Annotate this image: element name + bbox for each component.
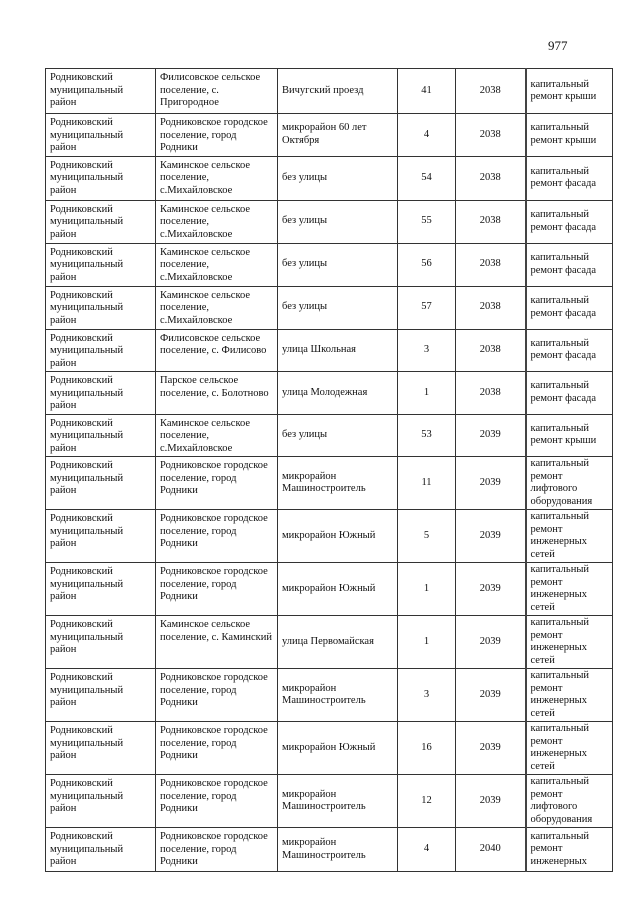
settlement-cell: Родниковское городское поселение, город Родники [156, 828, 278, 872]
street-cell: без улицы [278, 286, 398, 329]
house-number-cell: 16 [398, 722, 456, 775]
house-number-cell: 11 [398, 457, 456, 510]
year-cell: 2038 [456, 329, 526, 372]
district-cell: Родниковский муниципальный район [46, 372, 156, 415]
settlement-cell: Родниковское городское поселение, город Родники [156, 722, 278, 775]
house-number-cell: 3 [398, 669, 456, 722]
settlement-cell: Родниковское городское поселение, город Родники [156, 114, 278, 157]
table-row [46, 372, 613, 415]
house-number-cell: 4 [398, 828, 456, 872]
year-cell: 2039 [456, 457, 526, 510]
year-cell: 2038 [456, 69, 526, 114]
settlement-cell: Родниковское городское поселение, город Родники [156, 775, 278, 828]
settlement-cell: Родниковское городское поселение, город Родники [156, 510, 278, 563]
table-row [46, 414, 613, 457]
street-cell: микрорайон Южный [278, 510, 398, 563]
settlement-cell: Каминское сельское поселение, с.Михайловское [156, 243, 278, 286]
table-row [46, 286, 613, 329]
settlement-cell: Родниковское городское поселение, город Родники [156, 669, 278, 722]
street-cell: микрорайон Южный [278, 722, 398, 775]
district-cell: Родниковский муниципальный район [46, 457, 156, 510]
table-row [46, 563, 613, 616]
street-cell: улица Школьная [278, 329, 398, 372]
year-cell: 2040 [456, 828, 526, 872]
year-cell: 2038 [456, 243, 526, 286]
street-cell: микрорайон Машиностроитель [278, 828, 398, 872]
work-type-cell: капитальный ремонт крыши [526, 414, 613, 457]
work-type-cell: капитальный ремонт инженерных [526, 828, 613, 872]
work-type-cell: капитальный ремонт инженерных сетей [526, 722, 613, 775]
year-cell: 2039 [456, 722, 526, 775]
house-number-cell: 55 [398, 200, 456, 243]
street-cell: улица Первомайская [278, 616, 398, 669]
district-cell: Родниковский муниципальный район [46, 722, 156, 775]
district-cell: Родниковский муниципальный район [46, 616, 156, 669]
year-cell: 2039 [456, 563, 526, 616]
street-cell: микрорайон Машиностроитель [278, 775, 398, 828]
district-cell: Родниковский муниципальный район [46, 243, 156, 286]
work-type-cell: капитальный ремонт инженерных сетей [526, 510, 613, 563]
table-row [46, 669, 613, 722]
street-cell: без улицы [278, 414, 398, 457]
street-cell: микрорайон Машиностроитель [278, 457, 398, 510]
street-cell: без улицы [278, 243, 398, 286]
work-type-cell: капитальный ремонт фасада [526, 286, 613, 329]
work-type-cell: капитальный ремонт крыши [526, 114, 613, 157]
street-cell: Вичугский проезд [278, 69, 398, 114]
street-cell: микрорайон Машиностроитель [278, 669, 398, 722]
district-cell: Родниковский муниципальный район [46, 775, 156, 828]
district-cell: Родниковский муниципальный район [46, 286, 156, 329]
work-type-cell: капитальный ремонт фасада [526, 372, 613, 415]
settlement-cell: Каминское сельское поселение, с.Михайловское [156, 414, 278, 457]
work-type-cell: капитальный ремонт фасада [526, 329, 613, 372]
house-number-cell: 1 [398, 563, 456, 616]
table-row [46, 775, 613, 828]
house-number-cell: 5 [398, 510, 456, 563]
settlement-cell: Родниковское городское поселение, город Родники [156, 457, 278, 510]
district-cell: Родниковский муниципальный район [46, 669, 156, 722]
house-number-cell: 53 [398, 414, 456, 457]
page-number: 977 [548, 38, 568, 53]
year-cell: 2038 [456, 286, 526, 329]
district-cell: Родниковский муниципальный район [46, 156, 156, 200]
house-number-cell: 1 [398, 372, 456, 415]
district-cell: Родниковский муниципальный район [46, 414, 156, 457]
table-row [46, 156, 613, 200]
year-cell: 2039 [456, 510, 526, 563]
work-type-cell: капитальный ремонт крыши [526, 69, 613, 114]
settlement-cell: Каминское сельское поселение, с.Михайловское [156, 200, 278, 243]
year-cell: 2039 [456, 414, 526, 457]
settlement-cell: Каминское сельское поселение, с. Каминский [156, 616, 278, 669]
street-cell: улица Молодежная [278, 372, 398, 415]
table-row [46, 457, 613, 510]
table-row [46, 616, 613, 669]
table-row [46, 243, 613, 286]
house-number-cell: 12 [398, 775, 456, 828]
table-row [46, 722, 613, 775]
district-cell: Родниковский муниципальный район [46, 510, 156, 563]
district-cell: Родниковский муниципальный район [46, 329, 156, 372]
work-type-cell: капитальный ремонт фасада [526, 243, 613, 286]
work-type-cell: капитальный ремонт инженерных сетей [526, 669, 613, 722]
settlement-cell: Филисовское сельское поселение, с. Филисово [156, 329, 278, 372]
street-cell: микрорайон Южный [278, 563, 398, 616]
table-row [46, 828, 613, 872]
district-cell: Родниковский муниципальный район [46, 114, 156, 157]
work-type-cell: капитальный ремонт лифтового оборудования [526, 775, 613, 828]
table-row [46, 200, 613, 243]
year-cell: 2039 [456, 775, 526, 828]
house-number-cell: 57 [398, 286, 456, 329]
settlement-cell: Родниковское городское поселение, город Родники [156, 563, 278, 616]
work-type-cell: капитальный ремонт лифтового оборудования [526, 457, 613, 510]
house-number-cell: 3 [398, 329, 456, 372]
year-cell: 2038 [456, 156, 526, 200]
repair-schedule-table [45, 68, 613, 872]
house-number-cell: 54 [398, 156, 456, 200]
work-type-cell: капитальный ремонт фасада [526, 200, 613, 243]
table-row [46, 510, 613, 563]
house-number-cell: 56 [398, 243, 456, 286]
table-row [46, 114, 613, 157]
house-number-cell: 41 [398, 69, 456, 114]
house-number-cell: 1 [398, 616, 456, 669]
street-cell: без улицы [278, 156, 398, 200]
district-cell: Родниковский муниципальный район [46, 69, 156, 114]
work-type-cell: капитальный ремонт инженерных сетей [526, 616, 613, 669]
street-cell: без улицы [278, 200, 398, 243]
settlement-cell: Филисовское сельское поселение, с. Пригородное [156, 69, 278, 114]
settlement-cell: Каминское сельское поселение, с.Михайловское [156, 156, 278, 200]
year-cell: 2038 [456, 372, 526, 415]
work-type-cell: капитальный ремонт фасада [526, 156, 613, 200]
table-row [46, 329, 613, 372]
year-cell: 2038 [456, 114, 526, 157]
house-number-cell: 4 [398, 114, 456, 157]
district-cell: Родниковский муниципальный район [46, 563, 156, 616]
street-cell: микрорайон 60 лет Октября [278, 114, 398, 157]
year-cell: 2039 [456, 669, 526, 722]
work-type-cell: капитальный ремонт инженерных сетей [526, 563, 613, 616]
table-row [46, 69, 613, 114]
year-cell: 2038 [456, 200, 526, 243]
year-cell: 2039 [456, 616, 526, 669]
district-cell: Родниковский муниципальный район [46, 828, 156, 872]
settlement-cell: Парское сельское поселение, с. Болотново [156, 372, 278, 415]
district-cell: Родниковский муниципальный район [46, 200, 156, 243]
settlement-cell: Каминское сельское поселение, с.Михайловское [156, 286, 278, 329]
